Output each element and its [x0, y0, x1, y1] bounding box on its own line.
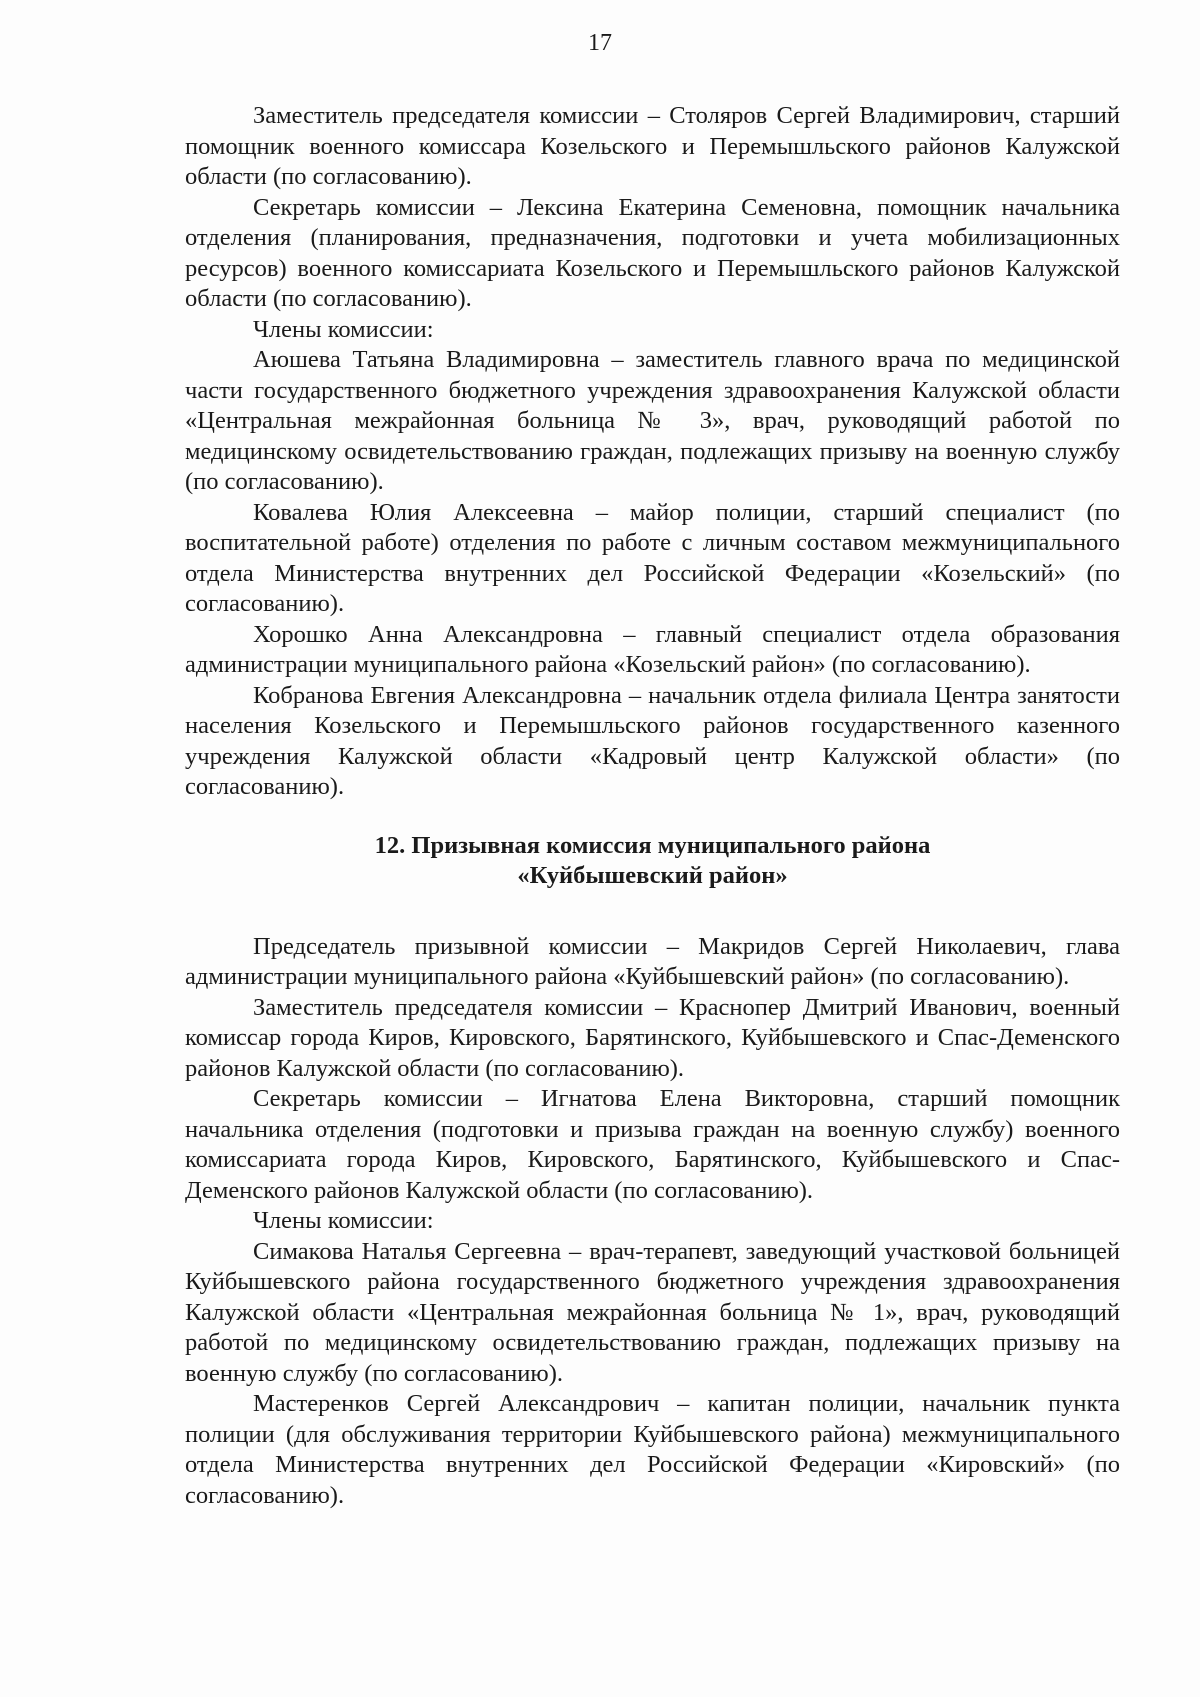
document-body: [185, 101, 1120, 1511]
paragraph-member: Кобранова Евгения Александровна – начальник отдела филиала Центра занятости населения Козельского и Перемышльского районов государственного казенного учреждения Калужской области «Кадровый центр Калужской области» (по согласованию).: [185, 681, 1120, 800]
section-heading: [185, 831, 1120, 892]
paragraph-secretary: Секретарь комиссии – Лексина Екатерина Семеновна, помощник начальника отделения (планирования, предназначения, подготовки и учета мобилизационных ресурсов) военного комиссариата Козельского и Перемышльского районов Калужской области (по согласованию).: [185, 193, 1120, 312]
paragraph-member: Мастеренков Сергей Александрович – капитан полиции, начальник пункта полиции (для обслуживания территории Куйбышевского района) межмуниципального отдела Министерства внутренних дел Российской Федерации «Кировский» (по согласованию).: [185, 1390, 1120, 1509]
page-number: 17: [588, 30, 612, 56]
section-heading-line-1: 12. Призывная комиссия муниципального района: [374, 831, 931, 859]
paragraph-members-label: Члены комиссии:: [253, 1207, 434, 1234]
paragraph-member: Аюшева Татьяна Владимировна – заместитель главного врача по медицинской части государственного бюджетного учреждения здравоохранения Калужской области «Центральная межрайонная больница № 3», врач, руководящий работой по медицинскому освидетельствованию граждан, подлежащих призыву на военную службу (по согласованию).: [185, 346, 1120, 495]
paragraph-chair: Председатель призывной комиссии – Макридов Сергей Николаевич, глава администрации муниципального района «Куйбышевский район» (по согласованию).: [185, 932, 1120, 990]
paragraph-members-label: Члены комиссии:: [253, 315, 434, 343]
paragraph-deputy-chair: Заместитель председателя комиссии – Краснопер Дмитрий Иванович, военный комиссар города Киров, Кировского, Барятинского, Куйбышевского и Спас-Деменского районов Калужской области (по согласованию).: [185, 993, 1120, 1082]
paragraph-deputy-chair: Заместитель председателя комиссии – Столяров Сергей Владимирович, старший помощник военного комиссара Козельского и Перемышльского районов Калужской области (по согласованию).: [185, 102, 1120, 190]
paragraph-member: Ковалева Юлия Алексеевна – майор полиции, старший специалист (по воспитательной работе) отделения по работе с личным составом межмуниципального отдела Министерства внутренних дел Российской Федерации «Козельский» (по согласованию).: [185, 498, 1120, 617]
section-heading-line-2: «Куйбышевский район»: [517, 862, 788, 889]
paragraph-member: Симакова Наталья Сергеевна – врач-терапевт, заведующий участковой больницей Куйбышевского района государственного бюджетного учреждения здравоохранения Калужской области «Центральная межрайонная больница № 1», врач, руководящий работой по медицинскому освидетельствованию граждан, подлежащих призыву на военную службу (по согласованию).: [185, 1237, 1120, 1387]
paragraph-secretary: Секретарь комиссии – Игнатова Елена Викторовна, старший помощник начальника отделения (подготовки и призыва граждан на военную службу) военного комиссариата города Киров, Кировского, Барятинского, Куйбышевского и Спас-Деменского районов Калужской области (по согласованию).: [185, 1085, 1120, 1204]
paragraph-member: Хорошко Анна Александровна – главный специалист отдела образования администрации муниципального района «Козельский район» (по согласованию).: [185, 620, 1120, 678]
